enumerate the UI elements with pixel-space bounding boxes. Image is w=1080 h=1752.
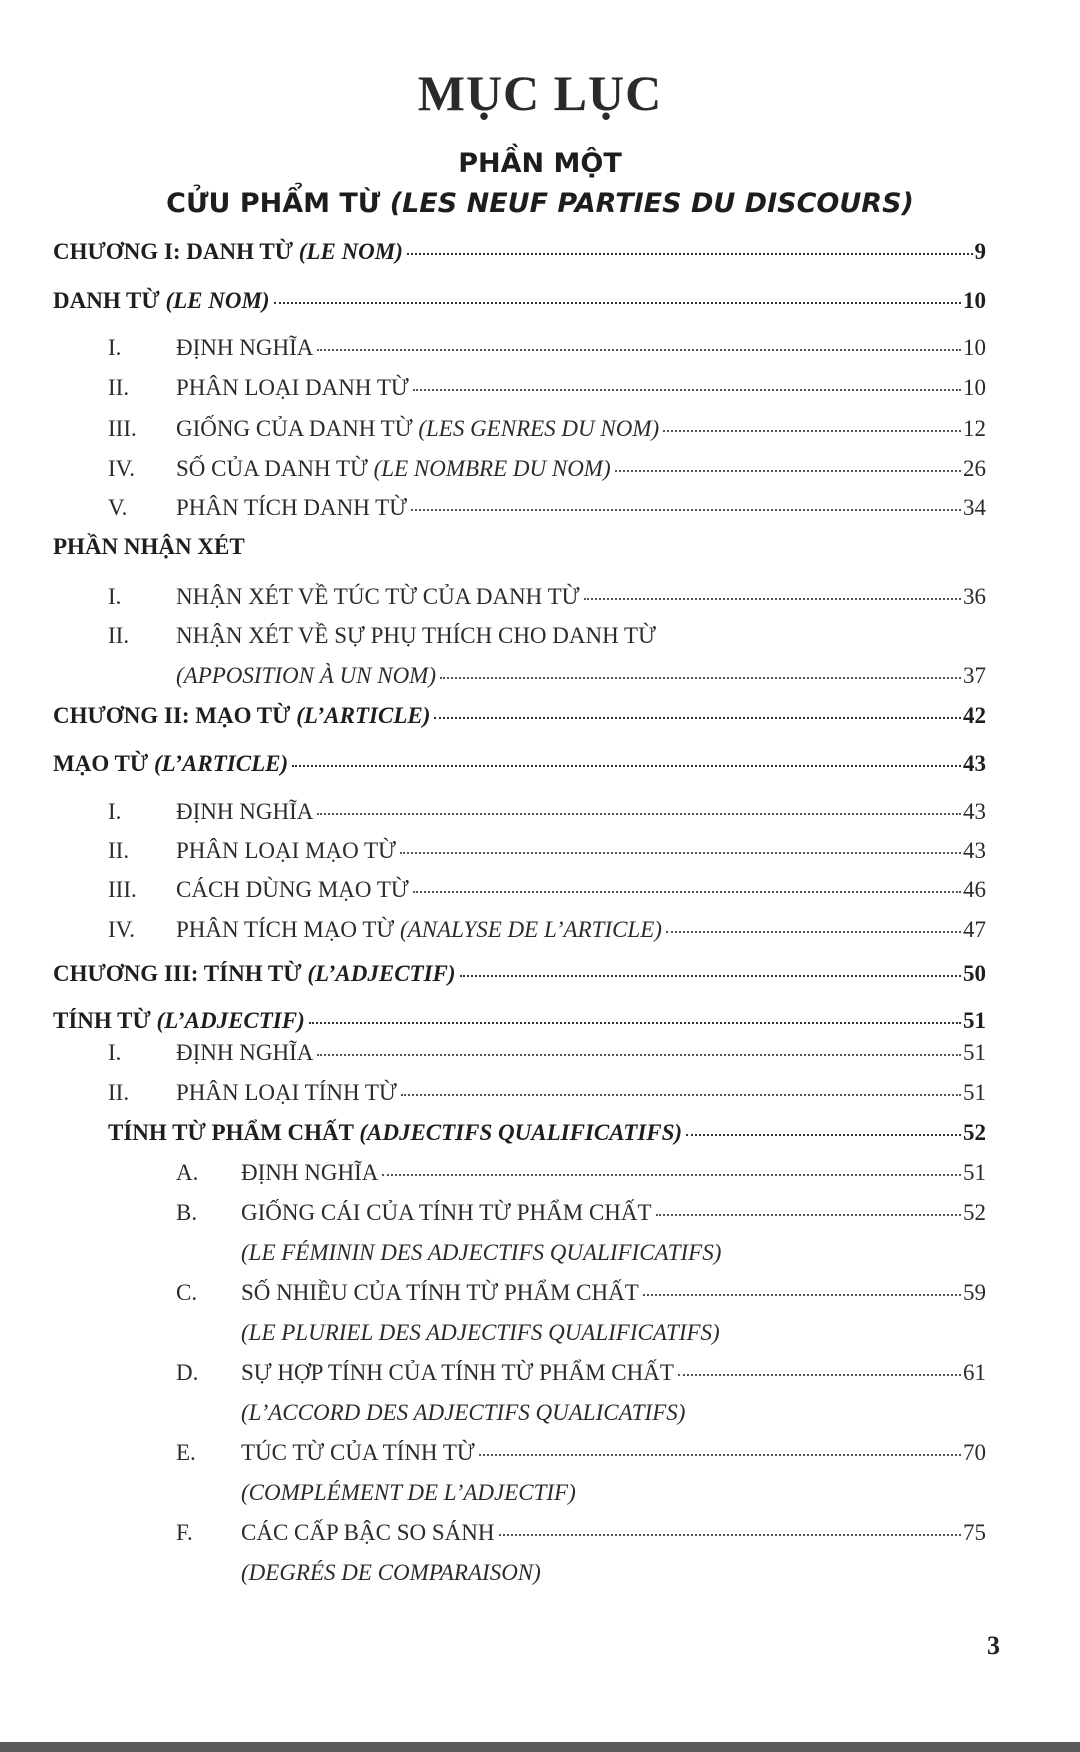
toc-entry <box>108 1038 986 1068</box>
toc-entry-italic: (L’ADJECTIF) <box>307 961 456 986</box>
toc-entry-number: II. <box>108 623 130 648</box>
toc-entry <box>108 333 986 363</box>
toc-entry-text: TÍNH TỪ PHẨM CHẤT <box>108 1120 360 1145</box>
toc-entry <box>241 1558 986 1588</box>
toc-entry-title <box>176 621 656 651</box>
toc-entry-page: 52 <box>963 1200 986 1225</box>
toc-entry-italic: (DEGRÉS DE COMPARAISON) <box>241 1560 541 1585</box>
toc-entry-title <box>241 1278 639 1308</box>
toc-entry-page: 50 <box>963 961 986 986</box>
toc-entry-title <box>176 1078 397 1108</box>
toc-entry-number: V. <box>108 495 128 520</box>
toc-entry-page: 43 <box>963 799 986 824</box>
toc-entry-title <box>176 582 580 612</box>
toc-entry-italic: (ANALYSE DE L’ARTICLE) <box>400 917 662 942</box>
toc-entry-title <box>176 373 409 403</box>
toc-entry-page: 37 <box>963 663 986 688</box>
toc-entry-page: 51 <box>963 1008 986 1033</box>
toc-entry <box>108 373 986 403</box>
toc-leader-dots <box>411 507 961 511</box>
toc-entry-text: SỐ NHIỀU CỦA TÍNH TỪ PHẨM CHẤT <box>241 1280 639 1305</box>
toc-entry-page: 43 <box>963 751 986 776</box>
toc-leader-dots <box>274 300 961 304</box>
toc-leader-dots <box>413 387 961 391</box>
toc-leader-dots <box>413 889 961 893</box>
toc-entry-number: IV. <box>108 456 136 481</box>
toc-entry-title <box>53 286 270 316</box>
toc-entry-title <box>53 532 245 562</box>
toc-entry <box>176 1358 986 1388</box>
toc-entry-text: DANH TỪ <box>53 288 166 313</box>
toc-entry <box>108 1118 986 1148</box>
toc-entry <box>108 836 986 866</box>
part-subheading-main: CỬU PHẨM TỪ <box>166 188 390 219</box>
toc-entry-italic: (ADJECTIFS QUALIFICATIFS) <box>359 1120 683 1145</box>
toc-entry-text: ĐỊNH NGHĨA <box>176 335 314 360</box>
toc-entry-title <box>241 1518 495 1548</box>
toc-leader-dots <box>317 1052 961 1056</box>
toc-leader-dots <box>643 1292 961 1296</box>
toc-entry <box>176 1438 986 1468</box>
toc-entry-page: 10 <box>963 288 986 313</box>
toc-entry-text: PHÂN LOẠI MẠO TỪ <box>176 838 396 863</box>
toc-entry-page: 52 <box>963 1120 986 1145</box>
toc-entry-title <box>241 1478 576 1508</box>
toc-entry-page: 59 <box>963 1280 986 1305</box>
toc-leader-dots <box>678 1372 961 1376</box>
toc-entry-number: E. <box>176 1440 196 1465</box>
toc-entry-number: A. <box>176 1160 199 1185</box>
toc-entry-number: II. <box>108 1080 130 1105</box>
toc-entry-italic: (L’ARTICLE) <box>153 751 289 776</box>
toc-entry <box>176 1198 986 1228</box>
toc-entry-number: II. <box>108 838 130 863</box>
toc-entry-number: C. <box>176 1280 198 1305</box>
toc-entry-title <box>176 875 409 905</box>
toc-entry-title <box>176 915 662 945</box>
toc-entry-title <box>241 1358 674 1388</box>
toc-entry <box>53 959 986 989</box>
toc-entry-italic: (LE PLURIEL DES ADJECTIFS QUALIFICATIFS) <box>241 1320 720 1345</box>
toc-entry-page: 36 <box>963 584 986 609</box>
toc-entry-page: 46 <box>963 877 986 902</box>
toc-entry-title <box>176 414 659 444</box>
toc-leader-dots <box>382 1172 961 1176</box>
toc-entry-text: CHƯƠNG II: MẠO TỪ <box>53 703 297 728</box>
toc-leader-dots <box>400 850 961 854</box>
toc-entry-page: 43 <box>963 838 986 863</box>
toc-entry-number: I. <box>108 1040 122 1065</box>
toc-entry-italic: (APPOSITION À UN NOM) <box>176 663 436 688</box>
toc-leader-dots <box>615 468 961 472</box>
toc-entry-page: 9 <box>974 239 986 264</box>
toc-leader-dots <box>434 715 961 719</box>
toc-entry-text: NHẬN XÉT VỀ SỰ PHỤ THÍCH CHO DANH TỪ <box>176 623 656 648</box>
toc-entry <box>108 621 986 651</box>
part-subheading-italic: (LES NEUF PARTIES DU DISCOURS) <box>389 188 914 219</box>
bottom-bar <box>0 1742 1080 1752</box>
toc-entry-number: D. <box>176 1360 199 1385</box>
toc-entry-text: PHÂN TÍCH MẠO TỪ <box>176 917 401 942</box>
toc-entry <box>108 414 986 444</box>
toc-entry <box>241 1238 986 1268</box>
toc-entry-page: 51 <box>963 1160 986 1185</box>
toc-entry-text: CHƯƠNG I: DANH TỪ <box>53 239 299 264</box>
toc-leader-dots <box>407 251 973 255</box>
toc-entry <box>53 749 986 779</box>
toc-entry-title <box>241 1158 378 1188</box>
toc-entry <box>108 875 986 905</box>
toc-entry-page: 42 <box>963 703 986 728</box>
toc-entry-number: I. <box>108 335 122 360</box>
toc-entry-page: 47 <box>963 917 986 942</box>
toc-entry-text: ĐỊNH NGHĨA <box>241 1160 379 1185</box>
page-number: 3 <box>987 1631 1000 1660</box>
toc-entry-text: PHẦN NHẬN XÉT <box>53 534 245 559</box>
toc-entry-title <box>176 454 611 484</box>
toc-entry-text: ĐỊNH NGHĨA <box>176 799 314 824</box>
toc-entry-page: 51 <box>963 1080 986 1105</box>
toc-entry-number: II. <box>108 375 130 400</box>
toc-leader-dots <box>309 1020 961 1024</box>
toc-entry-text: CÁCH DÙNG MẠO TỪ <box>176 877 409 902</box>
toc-entry-text: NHẬN XÉT VỀ TÚC TỪ CỦA DANH TỪ <box>176 584 580 609</box>
toc-entry-page: 12 <box>963 416 986 441</box>
toc-entry <box>53 286 986 316</box>
toc-entry-title <box>176 836 396 866</box>
page-title: MỤC LỤC <box>417 65 663 121</box>
toc-entry <box>53 1006 986 1036</box>
toc-entry-title <box>176 333 313 363</box>
toc-entry-number: I. <box>108 799 122 824</box>
toc-entry <box>108 493 986 523</box>
toc-leader-dots <box>460 973 961 977</box>
toc-entry <box>108 915 986 945</box>
toc-entry-italic: (LES GENRES DU NOM) <box>418 416 660 441</box>
part-heading: PHẦN MỘT <box>458 148 622 179</box>
toc-entry-text: GIỐNG CỦA DANH TỪ <box>176 416 419 441</box>
toc-leader-dots <box>584 596 962 600</box>
toc-leader-dots <box>499 1532 962 1536</box>
toc-entry-text: ĐỊNH NGHĨA <box>176 1040 314 1065</box>
toc-leader-dots <box>292 763 961 767</box>
toc-entry-page: 26 <box>963 456 986 481</box>
toc-entry-italic: (L’ADJECTIF) <box>156 1008 305 1033</box>
toc-entry-title <box>53 959 456 989</box>
toc-entry-page: 61 <box>963 1360 986 1385</box>
toc-entry-text: CHƯƠNG III: TÍNH TỪ <box>53 961 308 986</box>
toc-entry <box>241 1398 986 1428</box>
toc-entry-title <box>241 1398 685 1428</box>
toc-leader-dots <box>656 1212 961 1216</box>
toc-entry <box>108 582 986 612</box>
toc-entry-page: 10 <box>963 335 986 360</box>
toc-leader-dots <box>686 1132 961 1136</box>
toc-entry-italic: (COMPLÉMENT DE L’ADJECTIF) <box>241 1480 576 1505</box>
toc-entry-page: 75 <box>963 1520 986 1545</box>
toc-entry-page: 10 <box>963 375 986 400</box>
toc-entry-title <box>53 237 403 267</box>
toc-entry-number: IV. <box>108 917 136 942</box>
toc-entry-title <box>241 1238 721 1268</box>
toc-entry-title <box>176 1038 313 1068</box>
toc-entry-title <box>53 749 288 779</box>
toc-leader-dots <box>401 1092 961 1096</box>
toc-entry-title <box>241 1198 652 1228</box>
toc-entry <box>53 532 986 562</box>
toc-entry-number: I. <box>108 584 122 609</box>
toc-entry <box>241 1318 986 1348</box>
toc-leader-dots <box>666 929 961 933</box>
toc-entry-title <box>53 701 430 731</box>
toc-entry <box>108 454 986 484</box>
toc-entry <box>108 797 986 827</box>
toc-entry-text: MẠO TỪ <box>53 751 154 776</box>
toc-entry <box>53 237 986 267</box>
toc-entry-page: 51 <box>963 1040 986 1065</box>
toc-entry-italic: (L’ACCORD DES ADJECTIFS QUALICATIFS) <box>241 1400 686 1425</box>
toc-entry <box>53 701 986 731</box>
toc-entry-number: B. <box>176 1200 198 1225</box>
toc-entry-text: TÍNH TỪ <box>53 1008 157 1033</box>
toc-entry <box>108 1078 986 1108</box>
toc-entry-text: SỐ CỦA DANH TỪ <box>176 456 374 481</box>
toc-entry-text: SỰ HỢP TÍNH CỦA TÍNH TỪ PHẨM CHẤT <box>241 1360 674 1385</box>
toc-entry-italic: (L’ARTICLE) <box>296 703 431 728</box>
toc-entry-text: TÚC TỪ CỦA TÍNH TỪ <box>241 1440 475 1465</box>
toc-entry-title <box>53 1006 305 1036</box>
toc-entry <box>241 1478 986 1508</box>
toc-leader-dots <box>317 347 961 351</box>
toc-leader-dots <box>317 811 961 815</box>
toc-entry-italic: (LE NOMBRE DU NOM) <box>373 456 611 481</box>
toc-entry-title <box>108 1118 682 1148</box>
toc-entry-title <box>241 1558 541 1588</box>
toc-entry-italic: (LE NOM) <box>298 239 403 264</box>
toc-entry-text: PHÂN LOẠI TÍNH TỪ <box>176 1080 397 1105</box>
toc-entry-number: F. <box>176 1520 193 1545</box>
toc-entry <box>176 661 986 691</box>
toc-entry-number: III. <box>108 877 137 902</box>
toc-entry-italic: (LE FÉMININ DES ADJECTIFS QUALIFICATIFS) <box>241 1240 722 1265</box>
toc-entry-number: III. <box>108 416 137 441</box>
toc-entry-title <box>241 1438 475 1468</box>
toc-entry <box>176 1278 986 1308</box>
toc-entry-text: PHÂN TÍCH DANH TỪ <box>176 495 408 520</box>
toc-entry-page: 70 <box>963 1440 986 1465</box>
toc-leader-dots <box>663 428 961 432</box>
toc-leader-dots <box>479 1452 961 1456</box>
toc-entry-text: PHÂN LOẠI DANH TỪ <box>176 375 409 400</box>
toc-entry <box>176 1158 986 1188</box>
toc-entry-italic: (LE NOM) <box>165 288 270 313</box>
toc-entry-title <box>176 493 407 523</box>
toc-entry-title <box>176 661 436 691</box>
toc-entry-text: GIỐNG CÁI CỦA TÍNH TỪ PHẨM CHẤT <box>241 1200 652 1225</box>
toc-entry-title <box>176 797 313 827</box>
toc-entry-text: CÁC CẤP BẬC SO SÁNH <box>241 1520 495 1545</box>
toc-entry-page: 34 <box>963 495 986 520</box>
toc-entry <box>176 1518 986 1548</box>
toc-entry-title <box>241 1318 720 1348</box>
toc-leader-dots <box>440 675 961 679</box>
